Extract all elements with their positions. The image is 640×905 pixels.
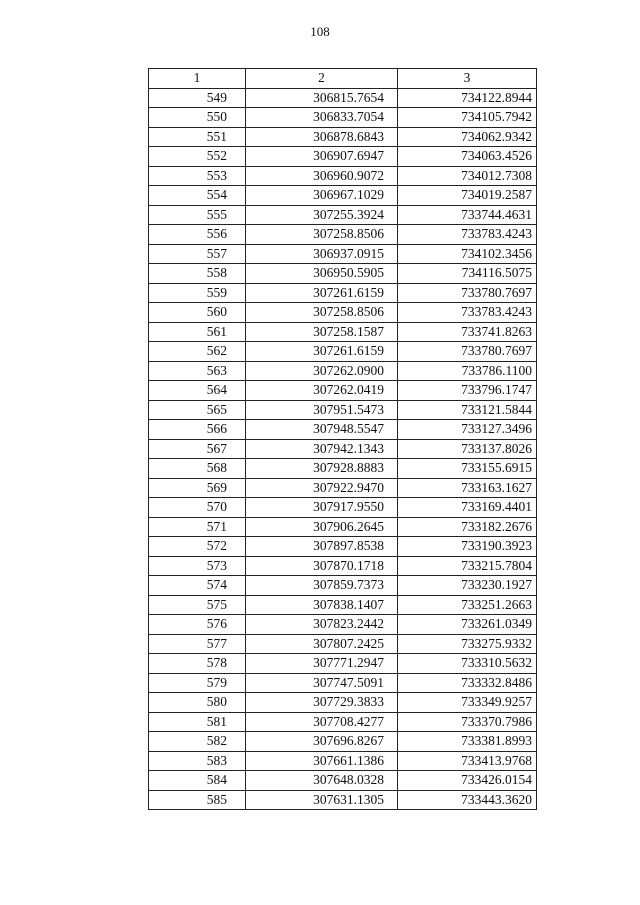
table-header-row (149, 69, 537, 89)
table-row (149, 498, 537, 518)
y-coordinate-cell: 733381.8993 (398, 732, 537, 752)
point-number-cell: 585 (149, 790, 246, 810)
table-row (149, 439, 537, 459)
x-coordinate-cell: 307261.6159 (246, 283, 398, 303)
table-row (149, 166, 537, 186)
column-header-2: 2 (246, 69, 398, 89)
point-number-cell: 551 (149, 127, 246, 147)
table-row (149, 283, 537, 303)
y-coordinate-cell: 733169.4401 (398, 498, 537, 518)
y-coordinate-cell: 733251.2663 (398, 595, 537, 615)
x-coordinate-cell: 307948.5547 (246, 420, 398, 440)
table-row (149, 595, 537, 615)
table-row (149, 771, 537, 791)
y-coordinate-cell: 733413.9768 (398, 751, 537, 771)
point-number-cell: 553 (149, 166, 246, 186)
point-number-cell: 575 (149, 595, 246, 615)
table-row (149, 517, 537, 537)
x-coordinate-cell: 306833.7054 (246, 108, 398, 128)
y-coordinate-cell: 733310.5632 (398, 654, 537, 674)
table-row (149, 537, 537, 557)
table-row (149, 751, 537, 771)
point-number-cell: 564 (149, 381, 246, 401)
x-coordinate-cell: 307771.2947 (246, 654, 398, 674)
point-number-cell: 569 (149, 478, 246, 498)
x-coordinate-cell: 307255.3924 (246, 205, 398, 225)
table-row (149, 342, 537, 362)
x-coordinate-cell: 307258.1587 (246, 322, 398, 342)
x-coordinate-cell: 307261.6159 (246, 342, 398, 362)
x-coordinate-cell: 307906.2645 (246, 517, 398, 537)
point-number-cell: 583 (149, 751, 246, 771)
table-row (149, 88, 537, 108)
y-coordinate-cell: 733426.0154 (398, 771, 537, 791)
table-row (149, 556, 537, 576)
point-number-cell: 562 (149, 342, 246, 362)
y-coordinate-cell: 733780.7697 (398, 342, 537, 362)
point-number-cell: 574 (149, 576, 246, 596)
x-coordinate-cell: 307859.7373 (246, 576, 398, 596)
point-number-cell: 566 (149, 420, 246, 440)
point-number-cell: 579 (149, 673, 246, 693)
x-coordinate-cell: 306937.0915 (246, 244, 398, 264)
x-coordinate-cell: 307262.0419 (246, 381, 398, 401)
y-coordinate-cell: 734105.7942 (398, 108, 537, 128)
table-row (149, 108, 537, 128)
x-coordinate-cell: 307897.8538 (246, 537, 398, 557)
y-coordinate-cell: 733741.8263 (398, 322, 537, 342)
y-coordinate-cell: 733783.4243 (398, 225, 537, 245)
x-coordinate-cell: 306878.6843 (246, 127, 398, 147)
point-number-cell: 558 (149, 264, 246, 284)
point-number-cell: 565 (149, 400, 246, 420)
point-number-cell: 557 (149, 244, 246, 264)
point-number-cell: 581 (149, 712, 246, 732)
point-number-cell: 570 (149, 498, 246, 518)
x-coordinate-cell: 306815.7654 (246, 88, 398, 108)
point-number-cell: 559 (149, 283, 246, 303)
table-row (149, 186, 537, 206)
table-row (149, 147, 537, 167)
point-number-cell: 561 (149, 322, 246, 342)
y-coordinate-cell: 733744.4631 (398, 205, 537, 225)
x-coordinate-cell: 307917.9550 (246, 498, 398, 518)
y-coordinate-cell: 733182.2676 (398, 517, 537, 537)
page-number: 108 (310, 24, 330, 39)
y-coordinate-cell: 733127.3496 (398, 420, 537, 440)
table-row (149, 322, 537, 342)
point-number-cell: 554 (149, 186, 246, 206)
point-number-cell: 584 (149, 771, 246, 791)
point-number-cell: 550 (149, 108, 246, 128)
point-number-cell: 563 (149, 361, 246, 381)
table-row (149, 205, 537, 225)
point-number-cell: 556 (149, 225, 246, 245)
y-coordinate-cell: 733349.9257 (398, 693, 537, 713)
x-coordinate-cell: 307922.9470 (246, 478, 398, 498)
x-coordinate-cell: 307870.1718 (246, 556, 398, 576)
y-coordinate-cell: 734116.5075 (398, 264, 537, 284)
table-body (149, 88, 537, 810)
x-coordinate-cell: 307262.0900 (246, 361, 398, 381)
y-coordinate-cell: 734063.4526 (398, 147, 537, 167)
y-coordinate-cell: 733780.7697 (398, 283, 537, 303)
x-coordinate-cell: 307258.8506 (246, 303, 398, 323)
y-coordinate-cell: 734019.2587 (398, 186, 537, 206)
point-number-cell: 578 (149, 654, 246, 674)
table-row (149, 225, 537, 245)
table-row (149, 654, 537, 674)
x-coordinate-cell: 307942.1343 (246, 439, 398, 459)
point-number-cell: 571 (149, 517, 246, 537)
y-coordinate-cell: 733370.7986 (398, 712, 537, 732)
table-row (149, 615, 537, 635)
x-coordinate-cell: 307951.5473 (246, 400, 398, 420)
point-number-cell: 582 (149, 732, 246, 752)
point-number-cell: 555 (149, 205, 246, 225)
x-coordinate-cell: 307258.8506 (246, 225, 398, 245)
x-coordinate-cell: 307823.2442 (246, 615, 398, 635)
x-coordinate-cell: 307928.8883 (246, 459, 398, 479)
y-coordinate-cell: 733786.1100 (398, 361, 537, 381)
point-number-cell: 568 (149, 459, 246, 479)
y-coordinate-cell: 733121.5844 (398, 400, 537, 420)
point-number-cell: 549 (149, 88, 246, 108)
x-coordinate-cell: 307661.1386 (246, 751, 398, 771)
x-coordinate-cell: 307729.3833 (246, 693, 398, 713)
table-row (149, 459, 537, 479)
x-coordinate-cell: 306960.9072 (246, 166, 398, 186)
x-coordinate-cell: 307708.4277 (246, 712, 398, 732)
y-coordinate-cell: 733163.1627 (398, 478, 537, 498)
table-row (149, 576, 537, 596)
y-coordinate-cell: 733332.8486 (398, 673, 537, 693)
x-coordinate-cell: 307696.8267 (246, 732, 398, 752)
x-coordinate-cell: 307631.1305 (246, 790, 398, 810)
x-coordinate-cell: 307648.0328 (246, 771, 398, 791)
y-coordinate-cell: 734062.9342 (398, 127, 537, 147)
x-coordinate-cell: 306950.5905 (246, 264, 398, 284)
point-number-cell: 576 (149, 615, 246, 635)
table-row (149, 732, 537, 752)
x-coordinate-cell: 307807.2425 (246, 634, 398, 654)
y-coordinate-cell: 734102.3456 (398, 244, 537, 264)
point-number-cell: 573 (149, 556, 246, 576)
y-coordinate-cell: 734122.8944 (398, 88, 537, 108)
table-row (149, 400, 537, 420)
table-row (149, 244, 537, 264)
x-coordinate-cell: 306907.6947 (246, 147, 398, 167)
y-coordinate-cell: 733275.9332 (398, 634, 537, 654)
y-coordinate-cell: 733155.6915 (398, 459, 537, 479)
table-row (149, 634, 537, 654)
y-coordinate-cell: 733443.3620 (398, 790, 537, 810)
y-coordinate-cell: 734012.7308 (398, 166, 537, 186)
column-header-3: 3 (398, 69, 537, 89)
table-row (149, 673, 537, 693)
point-number-cell: 560 (149, 303, 246, 323)
point-number-cell: 577 (149, 634, 246, 654)
table-row (149, 693, 537, 713)
table-row (149, 790, 537, 810)
table-row (149, 420, 537, 440)
table-row (149, 478, 537, 498)
x-coordinate-cell: 307747.5091 (246, 673, 398, 693)
table-row (149, 264, 537, 284)
y-coordinate-cell: 733137.8026 (398, 439, 537, 459)
y-coordinate-cell: 733783.4243 (398, 303, 537, 323)
table-row (149, 712, 537, 732)
table-row (149, 381, 537, 401)
coordinates-table (148, 68, 537, 810)
x-coordinate-cell: 306967.1029 (246, 186, 398, 206)
x-coordinate-cell: 307838.1407 (246, 595, 398, 615)
table-row (149, 127, 537, 147)
y-coordinate-cell: 733230.1927 (398, 576, 537, 596)
column-header-1: 1 (149, 69, 246, 89)
point-number-cell: 572 (149, 537, 246, 557)
table-row (149, 361, 537, 381)
point-number-cell: 567 (149, 439, 246, 459)
y-coordinate-cell: 733215.7804 (398, 556, 537, 576)
y-coordinate-cell: 733190.3923 (398, 537, 537, 557)
point-number-cell: 552 (149, 147, 246, 167)
y-coordinate-cell: 733261.0349 (398, 615, 537, 635)
y-coordinate-cell: 733796.1747 (398, 381, 537, 401)
point-number-cell: 580 (149, 693, 246, 713)
table-row (149, 303, 537, 323)
